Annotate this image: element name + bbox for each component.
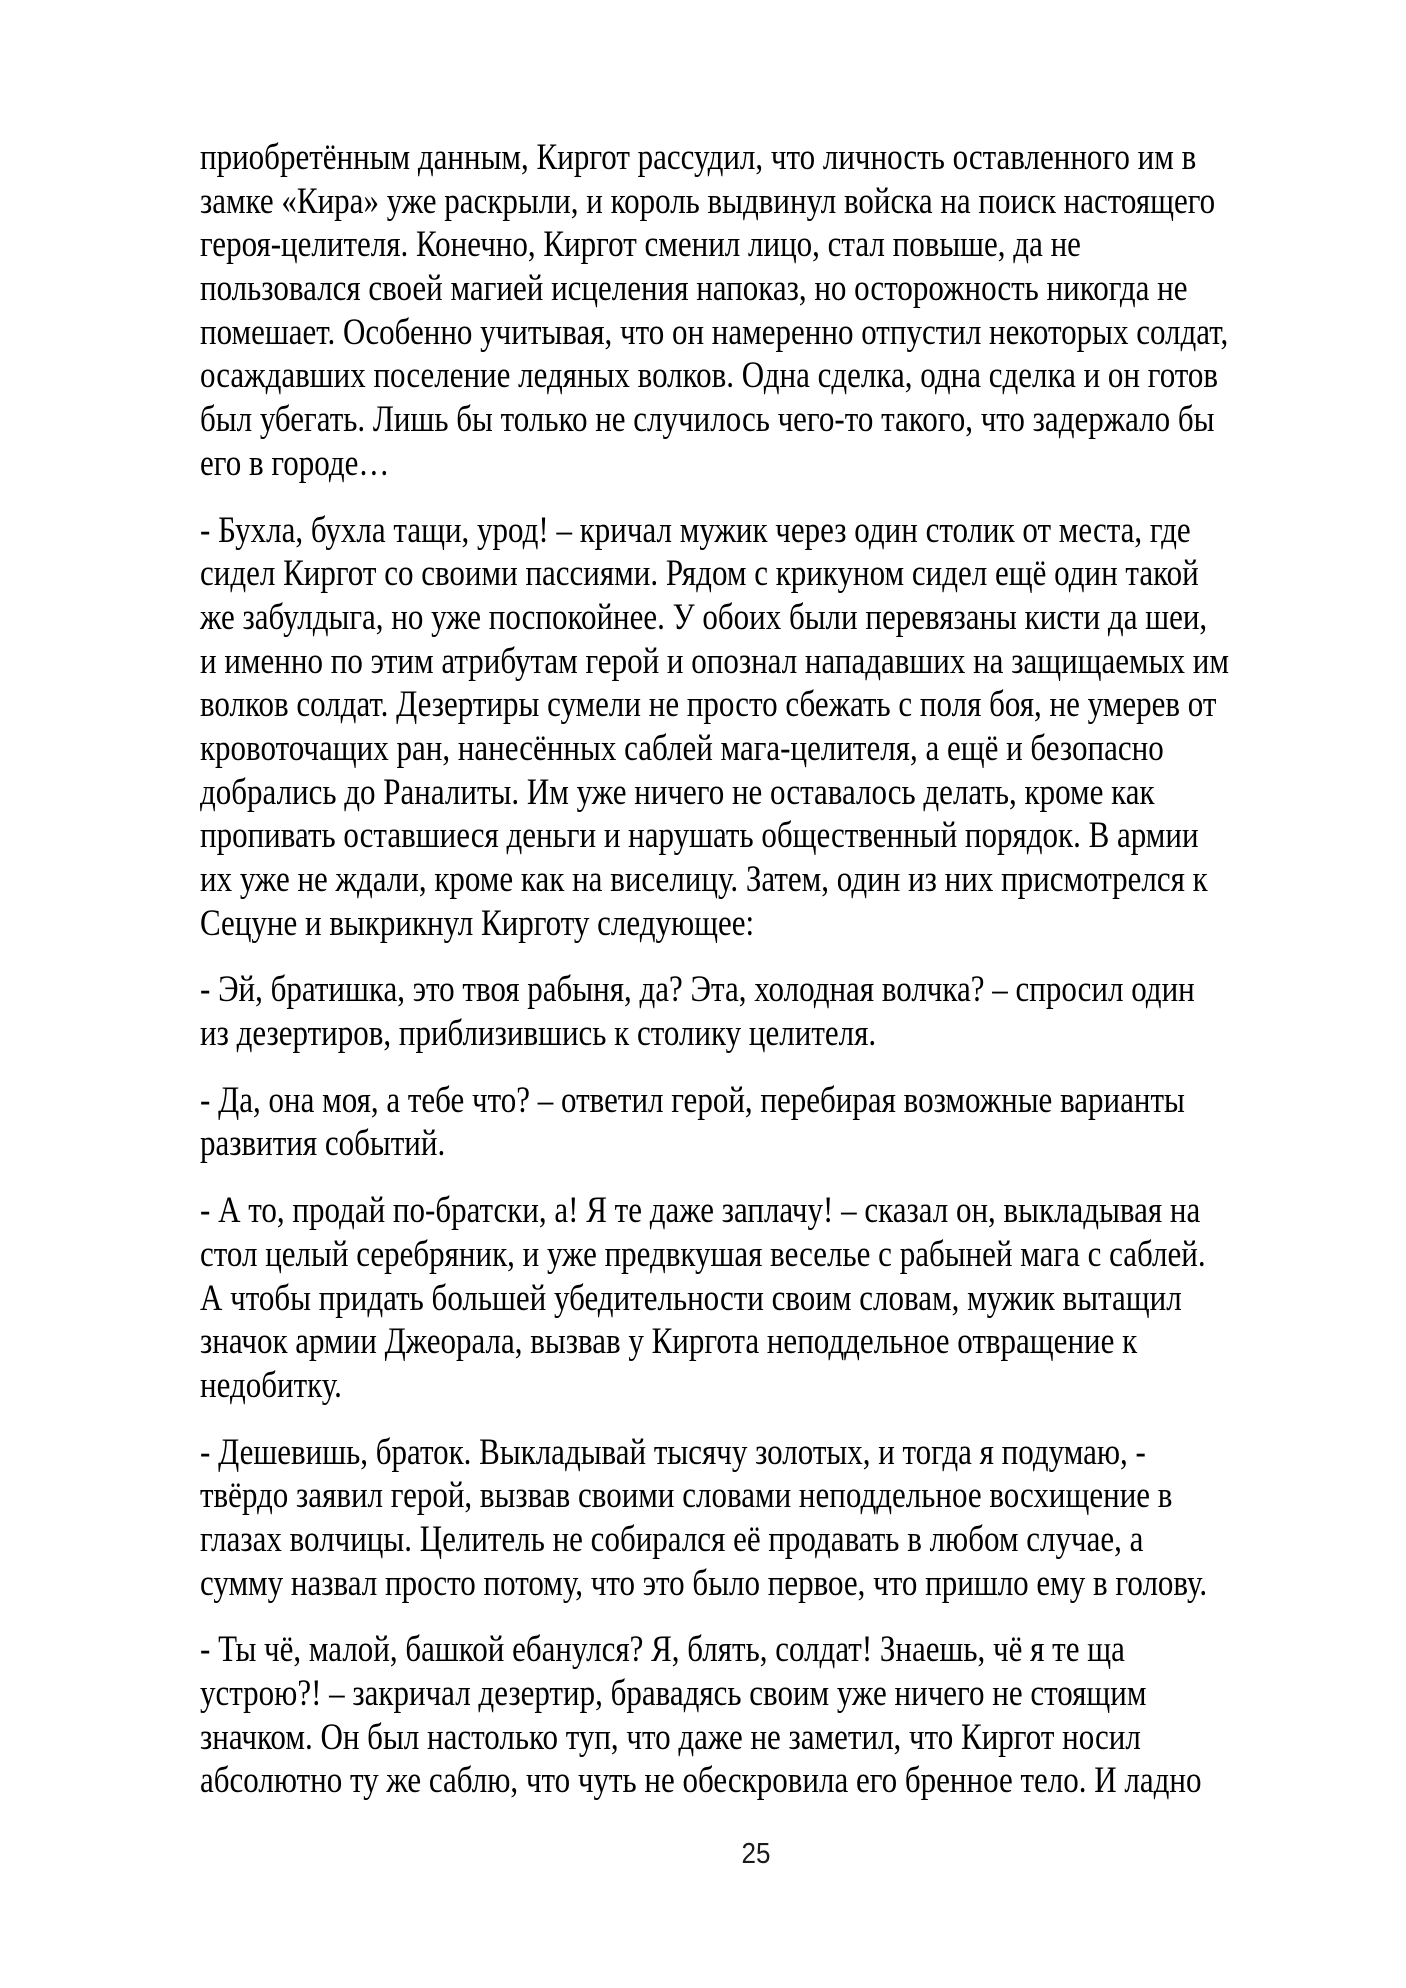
text-line: замке «Кира» уже раскрыли, и король выдвинул войска на поиск настоящего: [200, 179, 1216, 221]
document-body: [200, 136, 1312, 1826]
text-line: добрались до Раналиты. Им уже ничего не оставалось делать, кроме как: [200, 770, 1155, 812]
paragraph: [200, 1431, 1312, 1606]
text-line: волков солдат. Дезертиры сумели не просто сбежать с поля боя, не умерев от: [200, 683, 1217, 725]
text-line: из дезертиров, приблизившись к столику целителя.: [200, 1012, 877, 1054]
text-line: твёрдо заявил герой, вызвав своими словами неподдельное восхищение в: [200, 1474, 1173, 1516]
text-line: устрою?! – закричал дезертир, бравадясь своим уже ничего не стоящим: [200, 1672, 1147, 1714]
text-line: абсолютно ту же саблю, что чуть не обескровила его бренное тело. И ладно: [200, 1759, 1202, 1801]
paragraph: [200, 968, 1312, 1055]
text-line: недобитку.: [200, 1363, 342, 1406]
paragraph: [200, 1079, 1312, 1166]
page-number: 25: [741, 1836, 771, 1870]
paragraph: [200, 1628, 1312, 1803]
text-line: стол целый серебряник, и уже предвкушая веселье с рабыней мага с саблей.: [200, 1232, 1206, 1275]
text-line: приобретённым данным, Киргот рассудил, что личность оставленного им в: [200, 136, 1197, 178]
text-line: - Ты чё, малой, башкой ебанулся? Я, блять, солдат! Знаешь, чё я те ща: [200, 1628, 1125, 1670]
text-line: А чтобы придать большей убедительности своим словам, мужик вытащил: [200, 1276, 1182, 1318]
text-line: сидел Киргот со своими пассиями. Рядом с крикуном сидел ещё один такой: [200, 552, 1199, 594]
text-line: же забулдыга, но уже поспокойнее. У обоих были перевязаны кисти да шеи,: [200, 595, 1208, 638]
text-line: глазах волчицы. Целитель не собирался её продавать в любом случае, а: [200, 1517, 1144, 1560]
paragraph: [200, 136, 1312, 486]
text-line: кровоточащих ран, нанесённых саблей мага-целителя, а ещё и безопасно: [200, 726, 1164, 769]
page-footer: [200, 1838, 1312, 1868]
text-line: - Дешевишь, браток. Выкладывай тысячу золотых, и тогда я подумаю, -: [200, 1430, 1146, 1472]
text-line: развития событий.: [200, 1122, 446, 1164]
text-line: значок армии Джеорала, вызвав у Киргота неподдельное отвращение к: [200, 1320, 1138, 1362]
text-line: и именно по этим атрибутам герой и опознал нападавших на защищаемых им: [200, 639, 1229, 681]
text-line: - А то, продай по-братски, а! Я те даже заплачу! – сказал он, выкладывая на: [200, 1189, 1201, 1231]
text-line: его в городе…: [200, 441, 390, 484]
text-line: - Эй, братишка, это твоя рабыня, да? Эта, холодная волчка? – спросил один: [200, 968, 1195, 1010]
text-line: был убегать. Лишь бы только не случилось чего-то такого, что задержало бы: [200, 398, 1215, 440]
text-line: сумму назвал просто потому, что это было первое, что пришло ему в голову.: [200, 1561, 1208, 1603]
paragraph: [200, 509, 1312, 946]
text-line: значком. Он был настолько туп, что даже не заметил, что Киргот носил: [200, 1715, 1141, 1757]
text-line: осаждавших поселение ледяных волков. Одна сделка, одна сделка и он готов: [200, 354, 1219, 396]
text-line: - Бухла, бухла тащи, урод! – кричал мужик через один столик от места, где: [200, 508, 1191, 550]
text-line: - Да, она моя, а тебе что? – ответил герой, перебирая возможные варианты: [200, 1078, 1185, 1121]
paragraph: [200, 1189, 1312, 1407]
text-line: героя-целителя. Конечно, Киргот сменил лицо, стал повыше, да не: [200, 223, 1081, 265]
text-line: пропивать оставшиеся деньги и нарушать общественный порядок. В армии: [200, 814, 1199, 856]
text-line: пользовался своей магией исцеления напоказ, но осторожность никогда не: [200, 267, 1188, 309]
text-line: помешает. Особенно учитывая, что он намеренно отпустил некоторых солдат,: [200, 310, 1229, 353]
text-line: Сецуне и выкрикнул Кирготу следующее:: [200, 901, 755, 943]
text-line: их уже не ждали, кроме как на виселицу. Затем, один из них присмотрелся к: [200, 858, 1208, 900]
